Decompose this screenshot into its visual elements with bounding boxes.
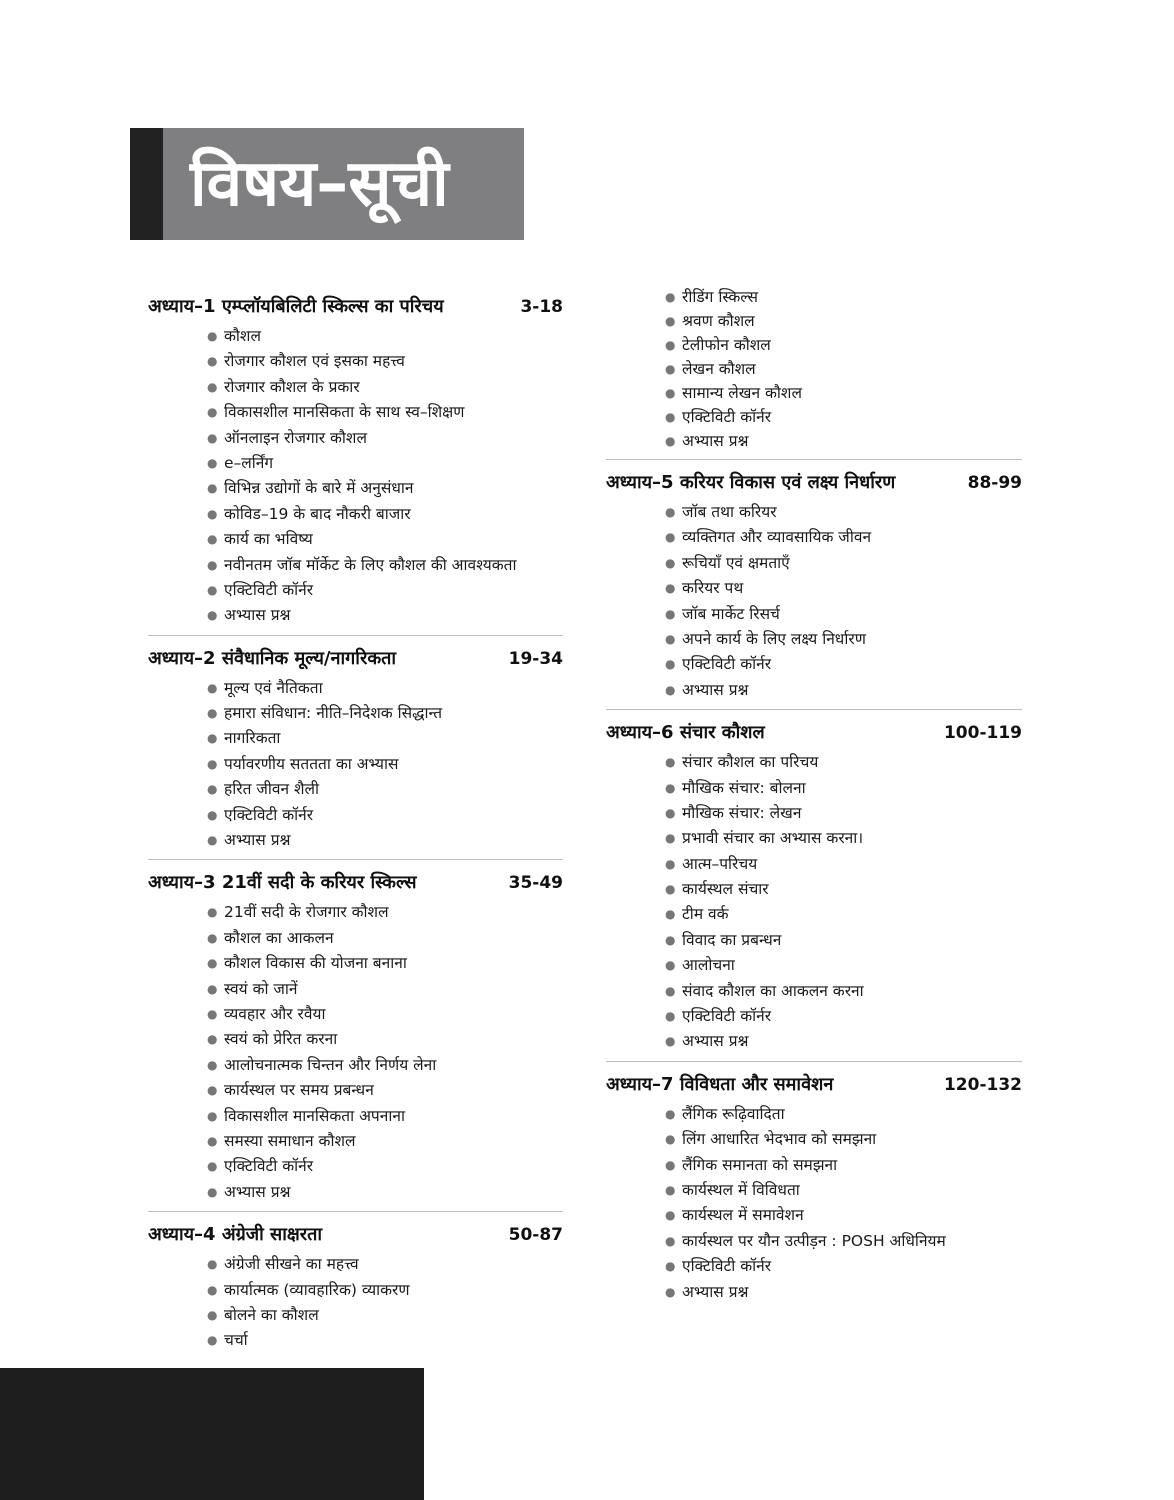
topic-label: मूल्य एवं नैतिकता (224, 678, 323, 697)
topic-item (207, 451, 563, 476)
topic-label: लेखन कौशल (682, 360, 756, 378)
bullet-icon: ● (207, 1257, 218, 1272)
topic-item (665, 826, 1022, 851)
topic-item (665, 627, 1022, 652)
topic-label: कौशल (224, 327, 261, 345)
topic-label: हरित जीवन शैली (224, 780, 320, 799)
topic-item (207, 777, 563, 802)
topic-item (207, 502, 563, 527)
topic-label: बोलने का कौशल (224, 1305, 319, 1324)
topic-item (665, 500, 1022, 525)
topic-item (665, 405, 1022, 429)
bullet-icon: ● (665, 434, 676, 448)
bullet-icon: ● (665, 290, 676, 304)
bullet-icon: ● (665, 907, 676, 922)
topic-label: आलोचनात्मक चिन्तन और निर्णय लेना (224, 1055, 437, 1074)
topic-item (665, 285, 1022, 309)
topic-label: एक्टिविटी कॉर्नर (682, 1007, 772, 1026)
topic-item (207, 1104, 563, 1129)
bullet-icon: ● (207, 807, 218, 822)
bullet-icon: ● (665, 831, 676, 846)
topic-item (665, 429, 1022, 453)
topic-item (207, 324, 563, 349)
chapter-block (606, 720, 1022, 1062)
topic-label: विवाद का प्रबन्धन (682, 930, 782, 949)
topic-item (207, 1303, 563, 1328)
bullet-icon: ● (665, 983, 676, 998)
topic-label: जॉब मार्केट रिसर्च (682, 604, 780, 623)
bullet-icon: ● (207, 1333, 218, 1348)
bullet-icon: ● (665, 856, 676, 871)
bullet-icon: ● (665, 581, 676, 596)
topic-label: विभिन्न उद्योगों के बारे में अनुसंधान (224, 479, 414, 498)
chapter-heading (148, 870, 563, 894)
topic-label: पर्यावरणीय सततता का अभ्यास (224, 754, 399, 773)
topic-label: विकासशील मानसिकता के साथ स्व–शिक्षण (224, 403, 465, 422)
topic-label: लैंगिक रूढ़िवादिता (682, 1104, 785, 1123)
topic-label: नागरिकता (224, 729, 281, 748)
bullet-icon: ● (665, 1106, 676, 1121)
topic-label: कार्यस्थल में विविधता (682, 1180, 800, 1199)
topic-item (665, 1203, 1022, 1228)
topic-label: रीडिंग स्किल्स (682, 288, 758, 306)
chapter-heading (148, 1222, 563, 1246)
topic-label: अभ्यास प्रश्न (224, 1182, 291, 1201)
topic-item (665, 1004, 1022, 1029)
topic-item (207, 527, 563, 552)
topic-label: अपने कार्य के लिए लक्ष्य निर्धारण (682, 629, 866, 648)
topic-label: आत्म–परिचय (682, 854, 758, 873)
bullet-icon: ● (207, 1282, 218, 1297)
bullet-icon: ● (207, 455, 218, 470)
bullet-icon: ● (207, 1032, 218, 1047)
topic-item (207, 1027, 563, 1052)
topic-label: अंग्रेजी सीखने का महत्त्व (224, 1255, 359, 1274)
bottom-dark-block (0, 1368, 424, 1500)
topic-item (207, 1180, 563, 1205)
topic-item (665, 381, 1022, 405)
bullet-icon: ● (207, 956, 218, 971)
topic-label: अभ्यास प्रश्न (682, 1282, 749, 1301)
topic-item (665, 678, 1022, 703)
topic-label: सामान्य लेखन कौशल (682, 384, 802, 402)
topic-list (606, 500, 1022, 703)
bullet-icon: ● (665, 780, 676, 795)
topic-label: एक्टिविटी कॉर्नर (224, 805, 314, 824)
topic-label: लिंग आधारित भेदभाव को समझना (682, 1130, 877, 1149)
chapter-block (148, 646, 563, 861)
topic-item (207, 426, 563, 451)
topic-item (665, 1127, 1022, 1152)
chapter-pages: 3-18 (520, 297, 563, 317)
topic-label: समस्या समाधान कौशल (224, 1131, 356, 1150)
topic-label: मौखिक संचार: लेखन (682, 803, 802, 822)
topic-list (606, 285, 1022, 453)
topic-list (606, 750, 1022, 1055)
topic-label: एक्टिविटी कॉर्नर (682, 655, 772, 674)
topic-label: अभ्यास प्रश्न (682, 680, 749, 699)
topic-item (665, 551, 1022, 576)
bullet-icon: ● (207, 782, 218, 797)
topic-item (665, 333, 1022, 357)
topic-item (207, 1252, 563, 1277)
topic-item (665, 602, 1022, 627)
bullet-icon: ● (665, 1208, 676, 1223)
chapter-title: अध्याय–2 संवैधानिक मूल्य/नागरिकता (148, 647, 397, 669)
topic-label: अभ्यास प्रश्न (224, 606, 291, 625)
chapter-title: अध्याय–5 करियर विकास एवं लक्ष्य निर्धारण (606, 472, 896, 493)
chapter-title: अध्याय–1 एम्प्लॉयबिलिटी स्किल्स का परिचय (148, 296, 444, 317)
chapter-title: अध्याय–3 21वीं सदी के करियर स्किल्स (148, 872, 417, 894)
topic-item (207, 578, 563, 603)
bullet-icon: ● (665, 682, 676, 697)
chapter-block (606, 1072, 1022, 1311)
topic-item (207, 476, 563, 501)
bullet-icon: ● (207, 405, 218, 420)
topic-item (207, 1078, 563, 1103)
bullet-icon: ● (665, 555, 676, 570)
topic-item (207, 375, 563, 400)
chapter-heading (606, 720, 1022, 744)
bullet-icon: ● (207, 731, 218, 746)
topic-label: जॉब तथा करियर (682, 503, 777, 521)
bullet-icon: ● (665, 1034, 676, 1049)
bullet-icon: ● (207, 557, 218, 572)
bullet-icon: ● (665, 882, 676, 897)
chapter-title: अध्याय–4 अंग्रेजी साक्षरता (148, 1224, 323, 1246)
topic-label: हमारा संविधान: नीति–निदेशक सिद्धान्त (224, 704, 443, 723)
topic-item (665, 525, 1022, 550)
bullet-icon: ● (665, 631, 676, 646)
topic-item (207, 553, 563, 578)
bullet-icon: ● (207, 1083, 218, 1098)
topic-item (207, 603, 563, 628)
topic-label: कार्यस्थल में समावेशन (682, 1206, 804, 1225)
topic-label: ऑनलाइन रोजगार कौशल (224, 428, 367, 447)
topic-label: एक्टिविटी कॉर्नर (224, 1157, 314, 1176)
topic-label: कार्यस्थल संचार (682, 880, 769, 899)
topic-item (665, 652, 1022, 677)
right-column (606, 285, 1022, 1321)
topic-label: कार्यस्थल पर समय प्रबन्धन (224, 1081, 374, 1100)
topic-label: कोविड–19 के बाद नौकरी बाजार (224, 504, 411, 523)
topic-label: टेलीफोन कौशल (682, 336, 771, 354)
topic-item (665, 1280, 1022, 1305)
chapter-title: अध्याय–7 विविधता और समावेशन (606, 1073, 834, 1095)
bullet-icon: ● (665, 1157, 676, 1172)
bullet-icon: ● (665, 958, 676, 973)
bullet-icon: ● (665, 1132, 676, 1147)
topic-label: रोजगार कौशल के प्रकार (224, 377, 360, 396)
bullet-icon: ● (207, 756, 218, 771)
bullet-icon: ● (207, 354, 218, 369)
topic-list (148, 900, 563, 1205)
topic-label: रूचियाँ एवं क्षमताएँ (682, 553, 790, 572)
topic-item (665, 1229, 1022, 1254)
bullet-icon: ● (207, 506, 218, 521)
bullet-icon: ● (665, 1259, 676, 1274)
bullet-icon: ● (207, 833, 218, 848)
bullet-icon: ● (665, 755, 676, 770)
topic-label: करियर पथ (682, 579, 744, 598)
title-accent-bar (130, 128, 163, 240)
bullet-icon: ● (207, 1307, 218, 1322)
bullet-icon: ● (207, 582, 218, 597)
topic-label: श्रवण कौशल (682, 312, 755, 330)
topic-item (665, 1178, 1022, 1203)
topic-label: रोजगार कौशल एवं इसका महत्त्व (224, 352, 405, 371)
topic-item (665, 928, 1022, 953)
bullet-icon: ● (207, 1057, 218, 1072)
topic-item (665, 1029, 1022, 1054)
topic-item (207, 1002, 563, 1027)
topic-item (207, 803, 563, 828)
bullet-icon: ● (665, 338, 676, 352)
bullet-icon: ● (665, 1233, 676, 1248)
topic-item (665, 953, 1022, 978)
topic-item (207, 828, 563, 853)
topic-item (665, 1102, 1022, 1127)
bullet-icon: ● (207, 379, 218, 394)
topic-label: अभ्यास प्रश्न (224, 831, 291, 850)
bullet-icon: ● (207, 706, 218, 721)
topic-label: स्वयं को जानें (224, 979, 298, 998)
chapter-pages: 100-119 (943, 723, 1022, 744)
topic-label: प्रभावी संचार का अभ्यास करना। (682, 829, 864, 848)
topic-label: चर्चा (224, 1331, 248, 1350)
chapter-block (148, 1222, 563, 1360)
bullet-icon: ● (665, 932, 676, 947)
topic-label: आलोचना (682, 956, 735, 975)
chapter-pages: 50-87 (508, 1225, 563, 1246)
bullet-icon: ● (207, 430, 218, 445)
chapter-heading (148, 294, 563, 318)
chapter-heading (148, 646, 563, 670)
topic-item (665, 877, 1022, 902)
topic-item (665, 1153, 1022, 1178)
bullet-icon: ● (665, 505, 676, 519)
topic-label: संवाद कौशल का आकलन करना (682, 981, 864, 1000)
topic-label: स्वयं को प्रेरित करना (224, 1030, 338, 1049)
topic-list (606, 1102, 1022, 1305)
topic-item (207, 676, 563, 701)
topic-item (665, 852, 1022, 877)
bullet-icon: ● (665, 606, 676, 621)
topic-item (665, 979, 1022, 1004)
bullet-icon: ● (207, 680, 218, 695)
bullet-icon: ● (665, 362, 676, 376)
topic-label: मौखिक संचार: बोलना (682, 778, 806, 797)
bullet-icon: ● (207, 905, 218, 920)
bullet-icon: ● (207, 1108, 218, 1123)
topic-label: नवीनतम जॉब मॉर्केट के लिए कौशल की आवश्यकता (224, 555, 517, 574)
chapter-block (148, 294, 563, 636)
bullet-icon: ● (665, 410, 676, 424)
chapter-heading (606, 470, 1022, 494)
topic-label: 21वीं सदी के रोजगार कौशल (224, 903, 389, 922)
bullet-icon: ● (665, 530, 676, 545)
chapter-block (148, 870, 563, 1212)
left-column (148, 290, 563, 1370)
topic-item (207, 1053, 563, 1078)
topic-label: e–लर्निंग (224, 453, 274, 472)
topic-item (665, 1254, 1022, 1279)
topic-label: अभ्यास प्रश्न (682, 1032, 749, 1051)
bullet-icon: ● (665, 805, 676, 820)
topic-item (207, 1328, 563, 1353)
topic-item (207, 726, 563, 751)
chapter-pages: 88-99 (967, 473, 1022, 493)
topic-label: एक्टिविटी कॉर्नर (682, 1257, 772, 1276)
topic-label: एक्टिविटी कॉर्नर (224, 580, 314, 599)
topic-list (148, 324, 563, 629)
topic-label: व्यक्तिगत और व्यावसायिक जीवन (682, 528, 872, 547)
topic-item (665, 801, 1022, 826)
topic-label: कौशल का आकलन (224, 928, 334, 947)
topic-item (665, 750, 1022, 775)
topic-item (207, 926, 563, 951)
bullet-icon: ● (207, 608, 218, 623)
topic-item (207, 349, 563, 374)
bullet-icon: ● (665, 1284, 676, 1299)
bullet-icon: ● (207, 329, 218, 343)
chapter-title: अध्याय–6 संचार कौशल (606, 722, 765, 744)
bullet-icon: ● (665, 1009, 676, 1024)
chapter-pages: 120-132 (943, 1074, 1022, 1095)
topic-item (207, 752, 563, 777)
bullet-icon: ● (207, 532, 218, 547)
topic-label: टीम वर्क (682, 905, 729, 924)
topic-list (148, 676, 563, 854)
bullet-icon: ● (207, 1133, 218, 1148)
chapter-block (606, 470, 1022, 710)
topic-item (207, 1154, 563, 1179)
topic-item (665, 576, 1022, 601)
topic-item (665, 309, 1022, 333)
topic-list (148, 1252, 563, 1354)
topic-label: कार्यस्थल पर यौन उत्पीड़न : POSH अधिनियम (682, 1231, 946, 1250)
topic-item (207, 951, 563, 976)
bullet-icon: ● (207, 1006, 218, 1021)
topic-label: कार्य का भविष्य (224, 530, 313, 549)
bullet-icon: ● (207, 1159, 218, 1174)
topic-item (665, 902, 1022, 927)
topic-label: संचार कौशल का परिचय (682, 753, 819, 772)
topic-label: लैंगिक समानता को समझना (682, 1155, 838, 1174)
bullet-icon: ● (207, 1184, 218, 1199)
topic-item (207, 400, 563, 425)
bullet-icon: ● (665, 386, 676, 400)
topic-label: व्यवहार और रवैया (224, 1004, 326, 1023)
chapter-pages: 19-34 (508, 648, 563, 669)
topic-label: अभ्यास प्रश्न (682, 432, 749, 450)
bullet-icon: ● (665, 657, 676, 672)
topic-item (665, 776, 1022, 801)
page-title: विषय–सूची (190, 147, 449, 221)
topic-item (665, 357, 1022, 381)
topic-item (207, 977, 563, 1002)
topic-label: एक्टिविटी कॉर्नर (682, 408, 772, 426)
chapter-pages: 35-49 (508, 873, 563, 894)
topic-item (207, 900, 563, 925)
topic-label: विकासशील मानसिकता अपनाना (224, 1106, 405, 1125)
topic-item (207, 1129, 563, 1154)
topic-item (207, 701, 563, 726)
topic-label: कौशल विकास की योजना बनाना (224, 954, 407, 973)
bullet-icon: ● (665, 1182, 676, 1197)
topic-label: कार्यात्मक (व्यावहारिक) व्याकरण (224, 1280, 410, 1299)
chapter-heading (606, 1072, 1022, 1096)
bullet-icon: ● (207, 481, 218, 496)
bullet-icon: ● (207, 981, 218, 996)
bullet-icon: ● (665, 314, 676, 328)
bullet-icon: ● (207, 930, 218, 945)
continued-topics (606, 285, 1022, 460)
topic-item (207, 1278, 563, 1303)
